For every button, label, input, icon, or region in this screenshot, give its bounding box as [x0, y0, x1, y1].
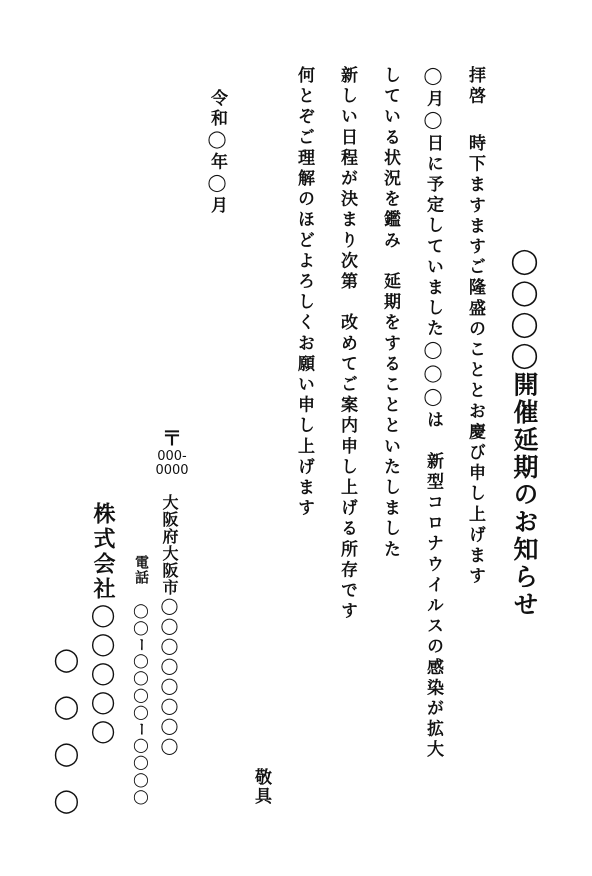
- sender-name: ◯◯◯◯: [53, 646, 80, 834]
- closing-keigu: 敬具: [251, 768, 271, 806]
- date: 令和◯年◯月: [207, 89, 227, 217]
- sender-phone: 電話 ◯◯ー◯◯◯◯ー◯◯◯◯: [133, 555, 149, 807]
- body-line-3: している状況を鑑み 延期をすることといたしました: [380, 66, 400, 561]
- postal-mark-icon: 〒: [162, 426, 182, 450]
- body-line-1: 時下ますますご隆盛のこととお慶び申し上げます: [465, 134, 485, 588]
- body-line-4: 新しい日程が決まり次第 改めてご案内申し上げる所存です: [337, 66, 357, 623]
- sender-company: 株式会社◯◯◯◯◯: [90, 502, 116, 747]
- postal-block: [154, 428, 190, 479]
- document-title: ◯◯◯◯開催延期のお知らせ: [510, 246, 539, 619]
- body-line-5: 何とぞご理解のほどよろしくお願い申し上げます: [294, 66, 314, 520]
- sender-address: 大阪府大阪市◯◯◯◯◯◯◯◯: [160, 494, 179, 756]
- postal-code: 000-0000: [155, 449, 189, 479]
- salutation: 拝啓: [465, 66, 485, 108]
- body-line-2: ◯月◯日に予定していました◯◯◯は 新型コロナウイルスの感染が拡大: [423, 66, 443, 761]
